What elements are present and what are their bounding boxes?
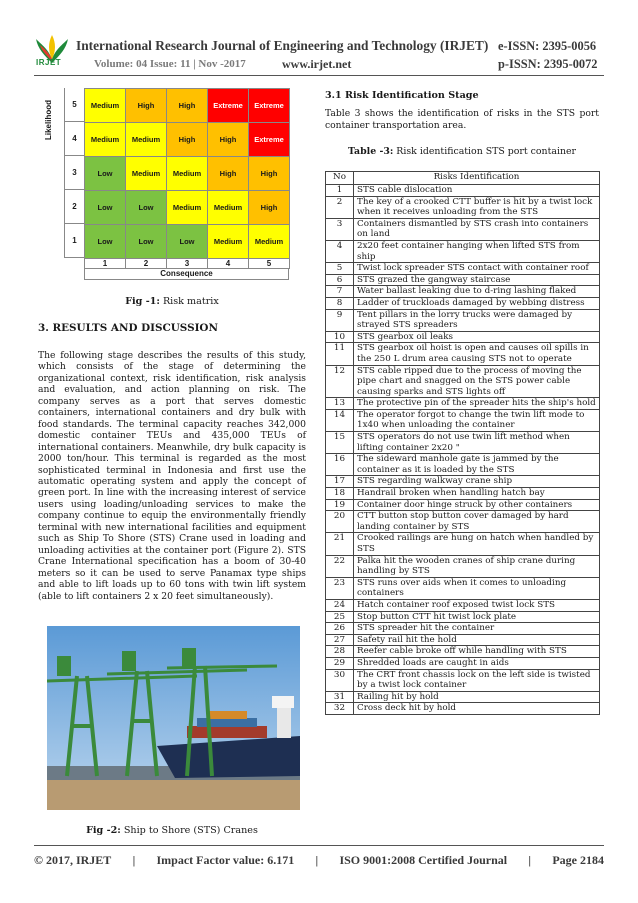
table-row — [326, 703, 600, 715]
table-row — [326, 488, 600, 500]
risk-number: 7 — [326, 286, 354, 298]
section-paragraph: The following stage describes the results of this study, which consists of the stage of determining the organizational context, risk identification, risk analysis and evaluation, and action planning on risk. The company serves as a port that serves domestic containers, international containers and dry bulk with food standards. The terminal capacity reaches 342,000 domestic container TEUs and 435,000 TEUs of international containers. Meanwhile, dry bulk capacity is 2000 ton/hour. This terminal is regarded as the most sophisticated terminal in Indonesia and first use the automatic operating system and apply the concept of green port. In line with the increasing interest of service users using loading/unloading services to make the company continue to equip the environmentally friendly terminal with new international facilities and equipment such as Ship To Shore (STS) Crane used in loading and unloading activities at the container port (Figure 2). STS Crane International specification has a boom of 30-40 meters so it can be used to serve Panamax type ships and able to lift loads up to 60 tons with twin lift system (able to lift containers 2 x 20 feet simultaneously). — [38, 350, 306, 602]
risk-description: Handrail broken when handling hatch bay — [354, 488, 600, 500]
risk-number: 6 — [326, 274, 354, 286]
footer-separator: | — [528, 853, 532, 867]
risk-cell: Low — [126, 191, 167, 225]
risk-cell: High — [126, 89, 167, 123]
likelihood-level: 5 — [64, 88, 84, 122]
risk-number: 8 — [326, 297, 354, 309]
table-row — [326, 611, 600, 623]
footer-copyright: © 2017, IRJET — [34, 853, 112, 867]
risk-number: 1 — [326, 185, 354, 197]
risk-matrix — [64, 88, 296, 280]
risk-number: 25 — [326, 611, 354, 623]
risk-number: 14 — [326, 409, 354, 431]
risk-description: Container door hinge struck by other containers — [354, 499, 600, 511]
table3-text: Risk identification STS port container — [393, 146, 577, 157]
risk-description: STS regarding walkway crane ship — [354, 476, 600, 488]
risk-number: 30 — [326, 669, 354, 691]
table3-caption — [325, 146, 599, 157]
risk-number: 21 — [326, 533, 354, 555]
footer-separator: | — [132, 853, 136, 867]
risk-number: 19 — [326, 499, 354, 511]
table-row — [326, 286, 600, 298]
risk-number: 22 — [326, 555, 354, 577]
footer-iso: ISO 9001:2008 Certified Journal — [339, 853, 508, 867]
risk-matrix-grid — [84, 88, 290, 259]
likelihood-level: 4 — [64, 122, 84, 156]
risk-number: 29 — [326, 657, 354, 669]
table-row — [326, 454, 600, 476]
page-footer — [34, 853, 604, 868]
table-row — [326, 555, 600, 577]
consequence-level: 4 — [208, 258, 249, 269]
table-row — [326, 599, 600, 611]
risk-cell: High — [249, 157, 290, 191]
header-risks: Risks Identification — [354, 172, 600, 185]
risk-number: 4 — [326, 240, 354, 262]
table3-label: Table -3: — [347, 146, 394, 157]
consequence-labels — [84, 258, 290, 269]
subsection-heading: 3.1 Risk Identification Stage — [325, 90, 479, 101]
website-link[interactable]: www.irjet.net — [282, 57, 352, 71]
likelihood-level: 2 — [64, 190, 84, 224]
risk-description: STS cable ripped due to the process of moving the pipe chart and snagged on the STS power cable causing sparks and STS lights off — [354, 365, 600, 398]
table-row — [326, 432, 600, 454]
risk-cell: High — [208, 157, 249, 191]
table-row — [326, 274, 600, 286]
risk-number: 9 — [326, 309, 354, 331]
risk-number: 31 — [326, 691, 354, 703]
risk-number: 10 — [326, 331, 354, 343]
risk-cell: Low — [85, 191, 126, 225]
risk-description: Tent pillars in the lorry trucks were damaged by strayed STS spreaders — [354, 309, 600, 331]
risk-description: Safety rail hit the hold — [354, 634, 600, 646]
table-row — [326, 669, 600, 691]
risk-number: 5 — [326, 263, 354, 275]
table-row — [326, 499, 600, 511]
risk-description: Twist lock spreader STS contact with container roof — [354, 263, 600, 275]
risk-number: 11 — [326, 343, 354, 365]
risk-cell: High — [249, 191, 290, 225]
table-row — [326, 533, 600, 555]
risk-cell: Medium — [85, 89, 126, 123]
consequence-level: 1 — [85, 258, 126, 269]
risk-cell: Medium — [167, 157, 208, 191]
pissn: p-ISSN: 2395-0072 — [498, 57, 598, 71]
risk-description: Palka hit the wooden cranes of ship crane during handling by STS — [354, 555, 600, 577]
risk-description: Railing hit by hold — [354, 691, 600, 703]
risk-description: Shredded loads are caught in aids — [354, 657, 600, 669]
footer-separator: | — [315, 853, 319, 867]
risk-cell: Extreme — [249, 123, 290, 157]
table-row — [326, 657, 600, 669]
risk-number: 18 — [326, 488, 354, 500]
table-row — [326, 331, 600, 343]
table-row — [326, 343, 600, 365]
consequence-axis-label: Consequence — [84, 269, 289, 280]
risk-description: STS cable dislocation — [354, 185, 600, 197]
table-row — [326, 634, 600, 646]
sts-cranes-photo — [47, 626, 300, 810]
logo-text: IRJET — [36, 58, 62, 67]
footer-divider — [34, 845, 604, 846]
risk-description: STS operators do not use twin lift method when lifting container 2x20 " — [354, 432, 600, 454]
likelihood-level: 3 — [64, 156, 84, 190]
risk-cell: Low — [167, 225, 208, 259]
table-row — [326, 297, 600, 309]
risk-cell: High — [167, 89, 208, 123]
fig2-caption — [38, 825, 306, 836]
fig1-text: Risk matrix — [159, 296, 219, 307]
risk-description: Crooked railings are hung on hatch when handled by STS — [354, 533, 600, 555]
risk-number: 13 — [326, 398, 354, 410]
risk-number: 15 — [326, 432, 354, 454]
risk-description: 2x20 feet container hanging when lifted STS from ship — [354, 240, 600, 262]
risk-description: STS runs over aids when it comes to unloading containers — [354, 577, 600, 599]
table-row — [326, 263, 600, 275]
fig2-label: Fig -2: — [86, 825, 121, 836]
table-row — [326, 577, 600, 599]
risk-cell: Medium — [126, 123, 167, 157]
risk-cell: Medium — [208, 191, 249, 225]
risk-cell: Low — [126, 225, 167, 259]
consequence-level: 3 — [167, 258, 208, 269]
risk-description: The key of a crooked CTT buffer is hit by a twist lock when it receives unloading from the STS — [354, 196, 600, 218]
risk-description: STS gearbox oil leaks — [354, 331, 600, 343]
risk-cell: Low — [85, 157, 126, 191]
fig1-label: Fig -1: — [125, 296, 160, 307]
risk-description: CTT button stop button cover damaged by hard landing container by STS — [354, 511, 600, 533]
likelihood-labels — [64, 88, 84, 258]
risk-description: The protective pin of the spreader hits the ship's hold — [354, 398, 600, 410]
header-no: No — [326, 172, 354, 185]
risk-cell: High — [167, 123, 208, 157]
risk-number: 23 — [326, 577, 354, 599]
table-row — [326, 240, 600, 262]
risk-number: 3 — [326, 218, 354, 240]
page-header — [0, 0, 638, 78]
risk-number: 27 — [326, 634, 354, 646]
risk-number: 28 — [326, 646, 354, 658]
risk-description: Ladder of truckloads damaged by webbing distress — [354, 297, 600, 309]
consequence-level: 2 — [126, 258, 167, 269]
risk-number: 24 — [326, 599, 354, 611]
journal-title: International Research Journal of Engineering and Technology (IRJET) — [76, 38, 489, 53]
risk-description: Water ballast leaking due to d-ring lashing flaked — [354, 286, 600, 298]
risk-description: Reefer cable broke off while handling with STS — [354, 646, 600, 658]
risk-description: STS grazed the gangway staircase — [354, 274, 600, 286]
risk-description: Stop button CTT hit twist lock plate — [354, 611, 600, 623]
risk-cell: Medium — [249, 225, 290, 259]
table-row — [326, 365, 600, 398]
table-row — [326, 185, 600, 197]
table-row — [326, 691, 600, 703]
risk-cell: Medium — [208, 225, 249, 259]
volume-issue: Volume: 04 Issue: 11 | Nov -2017 — [94, 58, 246, 70]
section-heading: 3. RESULTS AND DISCUSSION — [38, 322, 218, 334]
table-row — [326, 218, 600, 240]
risk-description: Containers dismantled by STS crash into containers on land — [354, 218, 600, 240]
risk-description: The sideward manhole gate is jammed by the container as it is loaded by the STS — [354, 454, 600, 476]
risk-number: 20 — [326, 511, 354, 533]
consequence-level: 5 — [249, 258, 290, 269]
risk-cell: Low — [85, 225, 126, 259]
table-row — [326, 623, 600, 635]
fig2-text: Ship to Shore (STS) Cranes — [120, 825, 258, 836]
likelihood-axis-label: Likelihood — [44, 100, 53, 140]
risk-cell: Extreme — [249, 89, 290, 123]
table-row — [326, 476, 600, 488]
risk-cell: High — [208, 123, 249, 157]
likelihood-level: 1 — [64, 224, 84, 258]
table-header-row — [326, 172, 600, 185]
risk-identification-table — [325, 171, 600, 715]
table-row — [326, 196, 600, 218]
risk-description: The operator forgot to change the twin lift mode to 1x40 when unloading the container — [354, 409, 600, 431]
risk-cell: Extreme — [208, 89, 249, 123]
risk-number: 12 — [326, 365, 354, 398]
risk-number: 2 — [326, 196, 354, 218]
fig1-caption — [38, 296, 306, 307]
table-row — [326, 309, 600, 331]
footer-impact-factor: Impact Factor value: 6.171 — [156, 853, 295, 867]
table-row — [326, 409, 600, 431]
risk-number: 32 — [326, 703, 354, 715]
header-divider — [34, 75, 604, 76]
risk-number: 16 — [326, 454, 354, 476]
risk-description: Cross deck hit by hold — [354, 703, 600, 715]
risk-description: STS gearbox oil hoist is open and causes oil spills in the 250 L drum area causing STS not to operate — [354, 343, 600, 365]
eissn: e-ISSN: 2395-0056 — [498, 39, 597, 53]
risk-cell: Medium — [126, 157, 167, 191]
risk-description: STS spreader hit the container — [354, 623, 600, 635]
subsection-paragraph: Table 3 shows the identification of risks in the STS port container transportation area. — [325, 108, 599, 131]
risk-cell: Medium — [85, 123, 126, 157]
risk-description: Hatch container roof exposed twist lock STS — [354, 599, 600, 611]
table-row — [326, 646, 600, 658]
risk-description: The CRT front chassis lock on the left side is twisted by a twist lock container — [354, 669, 600, 691]
footer-page-number: Page 2184 — [552, 853, 604, 867]
table-row — [326, 511, 600, 533]
risk-number: 17 — [326, 476, 354, 488]
risk-number: 26 — [326, 623, 354, 635]
table-row — [326, 398, 600, 410]
risk-cell: Medium — [167, 191, 208, 225]
